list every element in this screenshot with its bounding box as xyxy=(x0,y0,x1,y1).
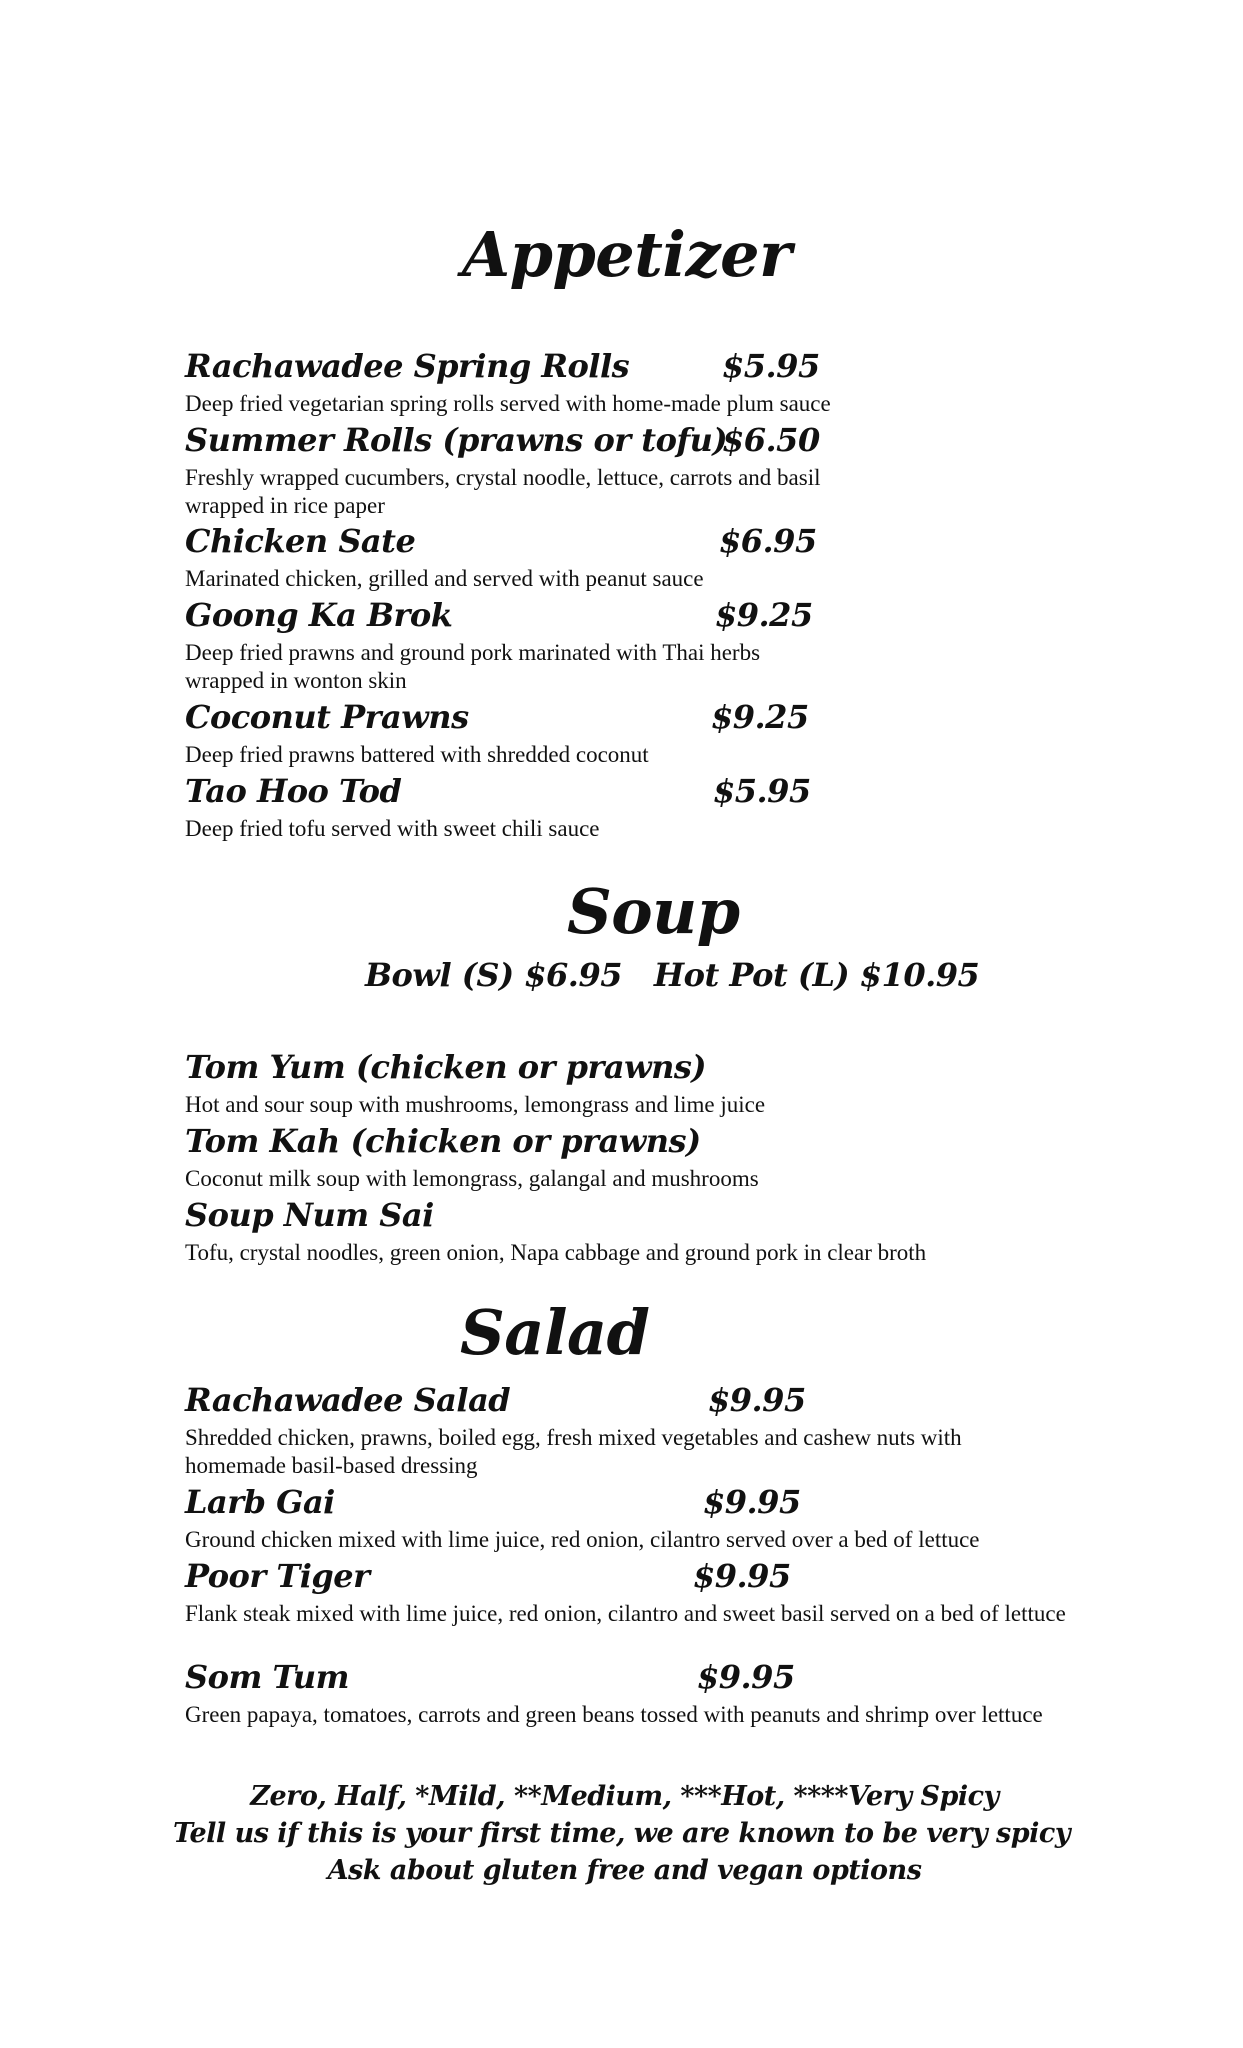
first-time-note: Tell us if this is your first time, we are known to be very spicy xyxy=(172,1818,1071,1849)
spice-levels-note: Zero, Half, *Mild, **Medium, ***Hot, ****Very Spicy xyxy=(250,1781,999,1812)
item-price: $6.50 xyxy=(722,421,820,459)
menu-item xyxy=(185,1480,1085,1554)
menu-item xyxy=(185,1378,1085,1480)
item-description: Shredded chicken, prawns, boiled egg, fresh mixed vegetables and cashew nuts with homemade basil-based dressing xyxy=(185,1425,962,1478)
item-description: Green papaya, tomatoes, carrots and green beans tossed with peanuts and shrimp over lettuce xyxy=(185,1702,1043,1727)
menu-item xyxy=(185,695,1085,769)
item-description: Deep fried vegetarian spring rolls served with home-made plum sauce xyxy=(185,391,831,416)
menu-item xyxy=(185,1045,1085,1119)
item-description: Marinated chicken, grilled and served with peanut sauce xyxy=(185,566,704,591)
menu-footer xyxy=(0,1778,1243,1889)
item-name: Poor Tiger xyxy=(185,1557,370,1595)
item-name: Tao Hoo Tod xyxy=(185,772,402,810)
item-description: Deep fried prawns battered with shredded coconut xyxy=(185,742,649,767)
item-name: Tom Yum (chicken or prawns) xyxy=(185,1048,707,1086)
item-description: Freshly wrapped cucumbers, crystal noodle, lettuce, carrots and basil wrapped in rice paper xyxy=(185,465,821,518)
menu-item xyxy=(185,344,1085,418)
item-description: Tofu, crystal noodles, green onion, Napa cabbage and ground pork in clear broth xyxy=(185,1240,927,1265)
item-name: Chicken Sate xyxy=(185,522,416,560)
item-price: $9.25 xyxy=(715,596,813,634)
menu-item xyxy=(185,519,1085,593)
item-price: $9.95 xyxy=(697,1658,795,1696)
item-price: $5.95 xyxy=(713,772,811,810)
menu-item xyxy=(185,769,1085,843)
item-name: Larb Gai xyxy=(185,1483,335,1521)
menu-item xyxy=(185,1193,1085,1267)
item-description: Flank steak mixed with lime juice, red onion, cilantro and sweet basil served on a bed of lettuce xyxy=(185,1601,1066,1626)
item-price: $9.95 xyxy=(703,1483,801,1521)
soup-pricing: Bowl (S) $6.95 Hot Pot (L) $10.95 xyxy=(365,956,980,994)
item-description: Hot and sour soup with mushrooms, lemongrass and lime juice xyxy=(185,1092,766,1117)
menu-item xyxy=(185,418,1085,520)
item-price: $9.25 xyxy=(711,698,809,736)
menu-item xyxy=(185,1119,1085,1193)
item-name: Coconut Prawns xyxy=(185,698,469,736)
appetizer-heading: Appetizer xyxy=(462,218,792,291)
item-description: Deep fried prawns and ground pork marinated with Thai herbs wrapped in wonton skin xyxy=(185,640,761,693)
item-name: Som Tum xyxy=(185,1658,349,1696)
item-name: Rachawadee Spring Rolls xyxy=(185,347,630,385)
menu-item xyxy=(185,593,1085,695)
item-description: Ground chicken mixed with lime juice, red onion, cilantro served over a bed of lettuce xyxy=(185,1527,980,1552)
item-price: $9.95 xyxy=(708,1381,806,1419)
item-name: Summer Rolls (prawns or tofu) xyxy=(185,421,728,459)
item-name: Soup Num Sai xyxy=(185,1196,434,1234)
item-price: $6.95 xyxy=(719,522,817,560)
item-description: Deep fried tofu served with sweet chili sauce xyxy=(185,816,600,841)
menu-item xyxy=(185,1655,1085,1729)
item-price: $9.95 xyxy=(693,1557,791,1595)
item-name: Tom Kah (chicken or prawns) xyxy=(185,1122,701,1160)
item-name: Rachawadee Salad xyxy=(185,1381,511,1419)
menu-item xyxy=(185,1554,1085,1628)
dietary-options-note: Ask about gluten free and vegan options xyxy=(327,1855,922,1886)
item-name: Goong Ka Brok xyxy=(185,596,453,634)
item-description: Coconut milk soup with lemongrass, galangal and mushrooms xyxy=(185,1166,759,1191)
salad-heading: Salad xyxy=(460,1296,650,1369)
soup-heading: Soup xyxy=(567,875,740,948)
item-price: $5.95 xyxy=(722,347,820,385)
